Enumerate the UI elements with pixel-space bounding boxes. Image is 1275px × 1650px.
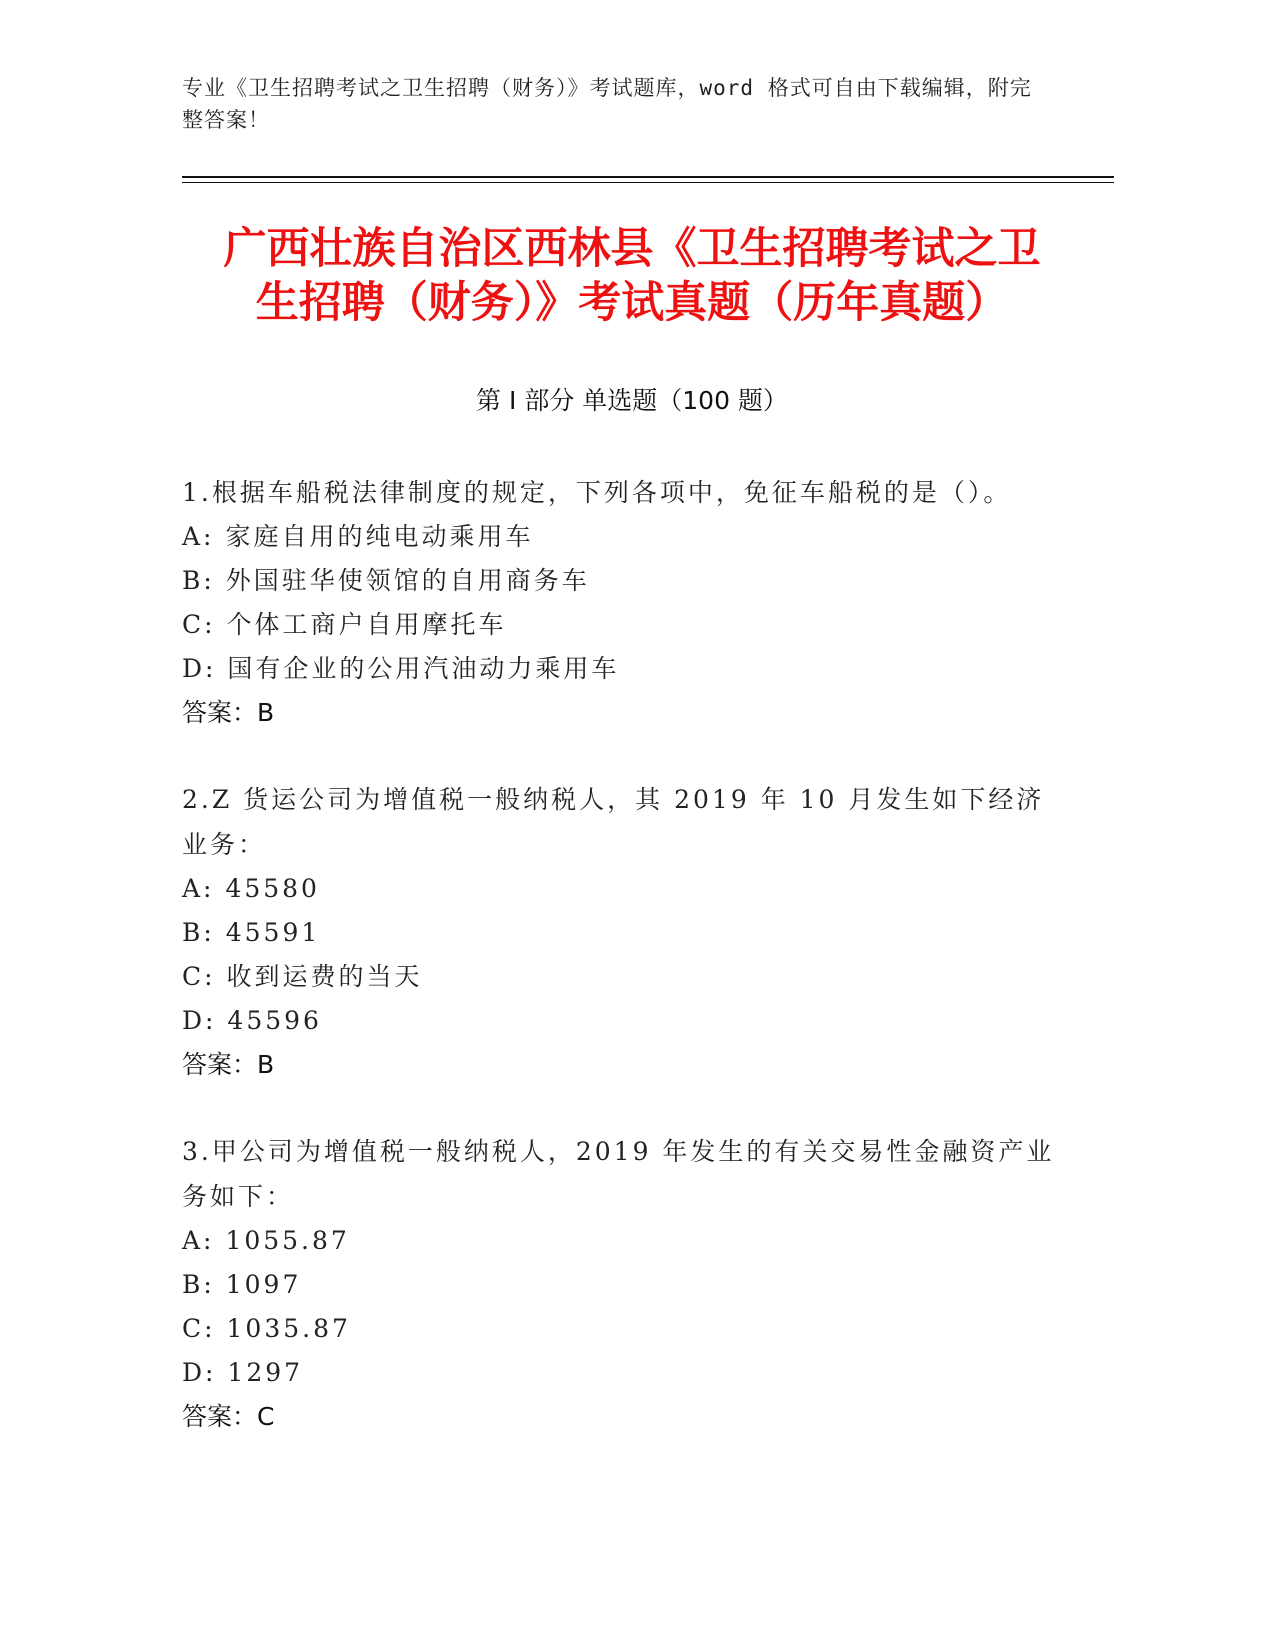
option-c — [182, 955, 1062, 999]
header-divider-thin — [182, 182, 1114, 183]
option-label: D: — [182, 1006, 217, 1035]
option-text: 45596 — [227, 1006, 322, 1035]
option-label: C: — [182, 610, 216, 639]
document-title — [182, 222, 1082, 330]
option-c — [182, 1307, 1062, 1351]
answer-line: 答案：B — [182, 1050, 275, 1079]
header-note: 专业《卫生招聘考试之卫生招聘（财务）》考试题库，word 格式可自由下载编辑，附完整答案！ — [182, 76, 1032, 132]
option-label: A: — [182, 522, 215, 551]
option-label: B: — [182, 1270, 215, 1299]
question-3 — [182, 1129, 1062, 1439]
section-title: 第 I 部分 单选题（100 题） — [476, 386, 788, 415]
document-title-line-1: 广西壮族自治区西林县《卫生招聘考试之卫 — [223, 224, 1041, 274]
document-title-line-2: 生招聘（财务）》考试真题（历年真题） — [255, 278, 1009, 328]
option-a — [182, 1219, 1062, 1263]
option-label: C: — [182, 1314, 216, 1343]
option-label: A: — [182, 874, 215, 903]
option-b — [182, 911, 1062, 955]
option-a — [182, 867, 1062, 911]
option-a — [182, 515, 1062, 559]
option-label: B: — [182, 566, 215, 595]
question-list — [182, 470, 1062, 1481]
option-text: 家庭自用的纯电动乘用车 — [225, 522, 534, 551]
option-text: 国有企业的公用汽油动力乘用车 — [227, 654, 620, 683]
option-label: D: — [182, 1358, 217, 1387]
option-d — [182, 1351, 1062, 1395]
option-text: 个体工商户自用摩托车 — [226, 610, 507, 639]
option-text: 1097 — [225, 1270, 302, 1299]
question-stem: 3.甲公司为增值税一般纳税人，2019 年发生的有关交易性金融资产业务如下： — [182, 1137, 1055, 1211]
option-text: 1055.87 — [225, 1226, 350, 1255]
option-text: 1297 — [227, 1358, 304, 1387]
option-b — [182, 559, 1062, 603]
answer-line: 答案：B — [182, 698, 275, 727]
option-label: A: — [182, 1226, 215, 1255]
option-c — [182, 603, 1062, 647]
option-d — [182, 647, 1062, 691]
option-d — [182, 999, 1062, 1043]
option-text: 45580 — [225, 874, 320, 903]
question-2 — [182, 777, 1062, 1087]
option-text: 收到运费的当天 — [226, 962, 423, 991]
option-text: 1035.87 — [226, 1314, 351, 1343]
option-text: 45591 — [225, 918, 321, 947]
question-stem: 1.根据车船税法律制度的规定，下列各项中，免征车船税的是（）。 — [182, 478, 1012, 507]
option-b — [182, 1263, 1062, 1307]
question-stem: 2.Z 货运公司为增值税一般纳税人，其 2019 年 10 月发生如下经济业务： — [182, 785, 1045, 859]
question-1 — [182, 470, 1062, 735]
header-divider-thick — [182, 176, 1114, 178]
answer-line: 答案：C — [182, 1402, 275, 1431]
option-label: C: — [182, 962, 216, 991]
option-label: D: — [182, 654, 217, 683]
option-label: B: — [182, 918, 215, 947]
option-text: 外国驻华使领馆的自用商务车 — [225, 566, 590, 595]
